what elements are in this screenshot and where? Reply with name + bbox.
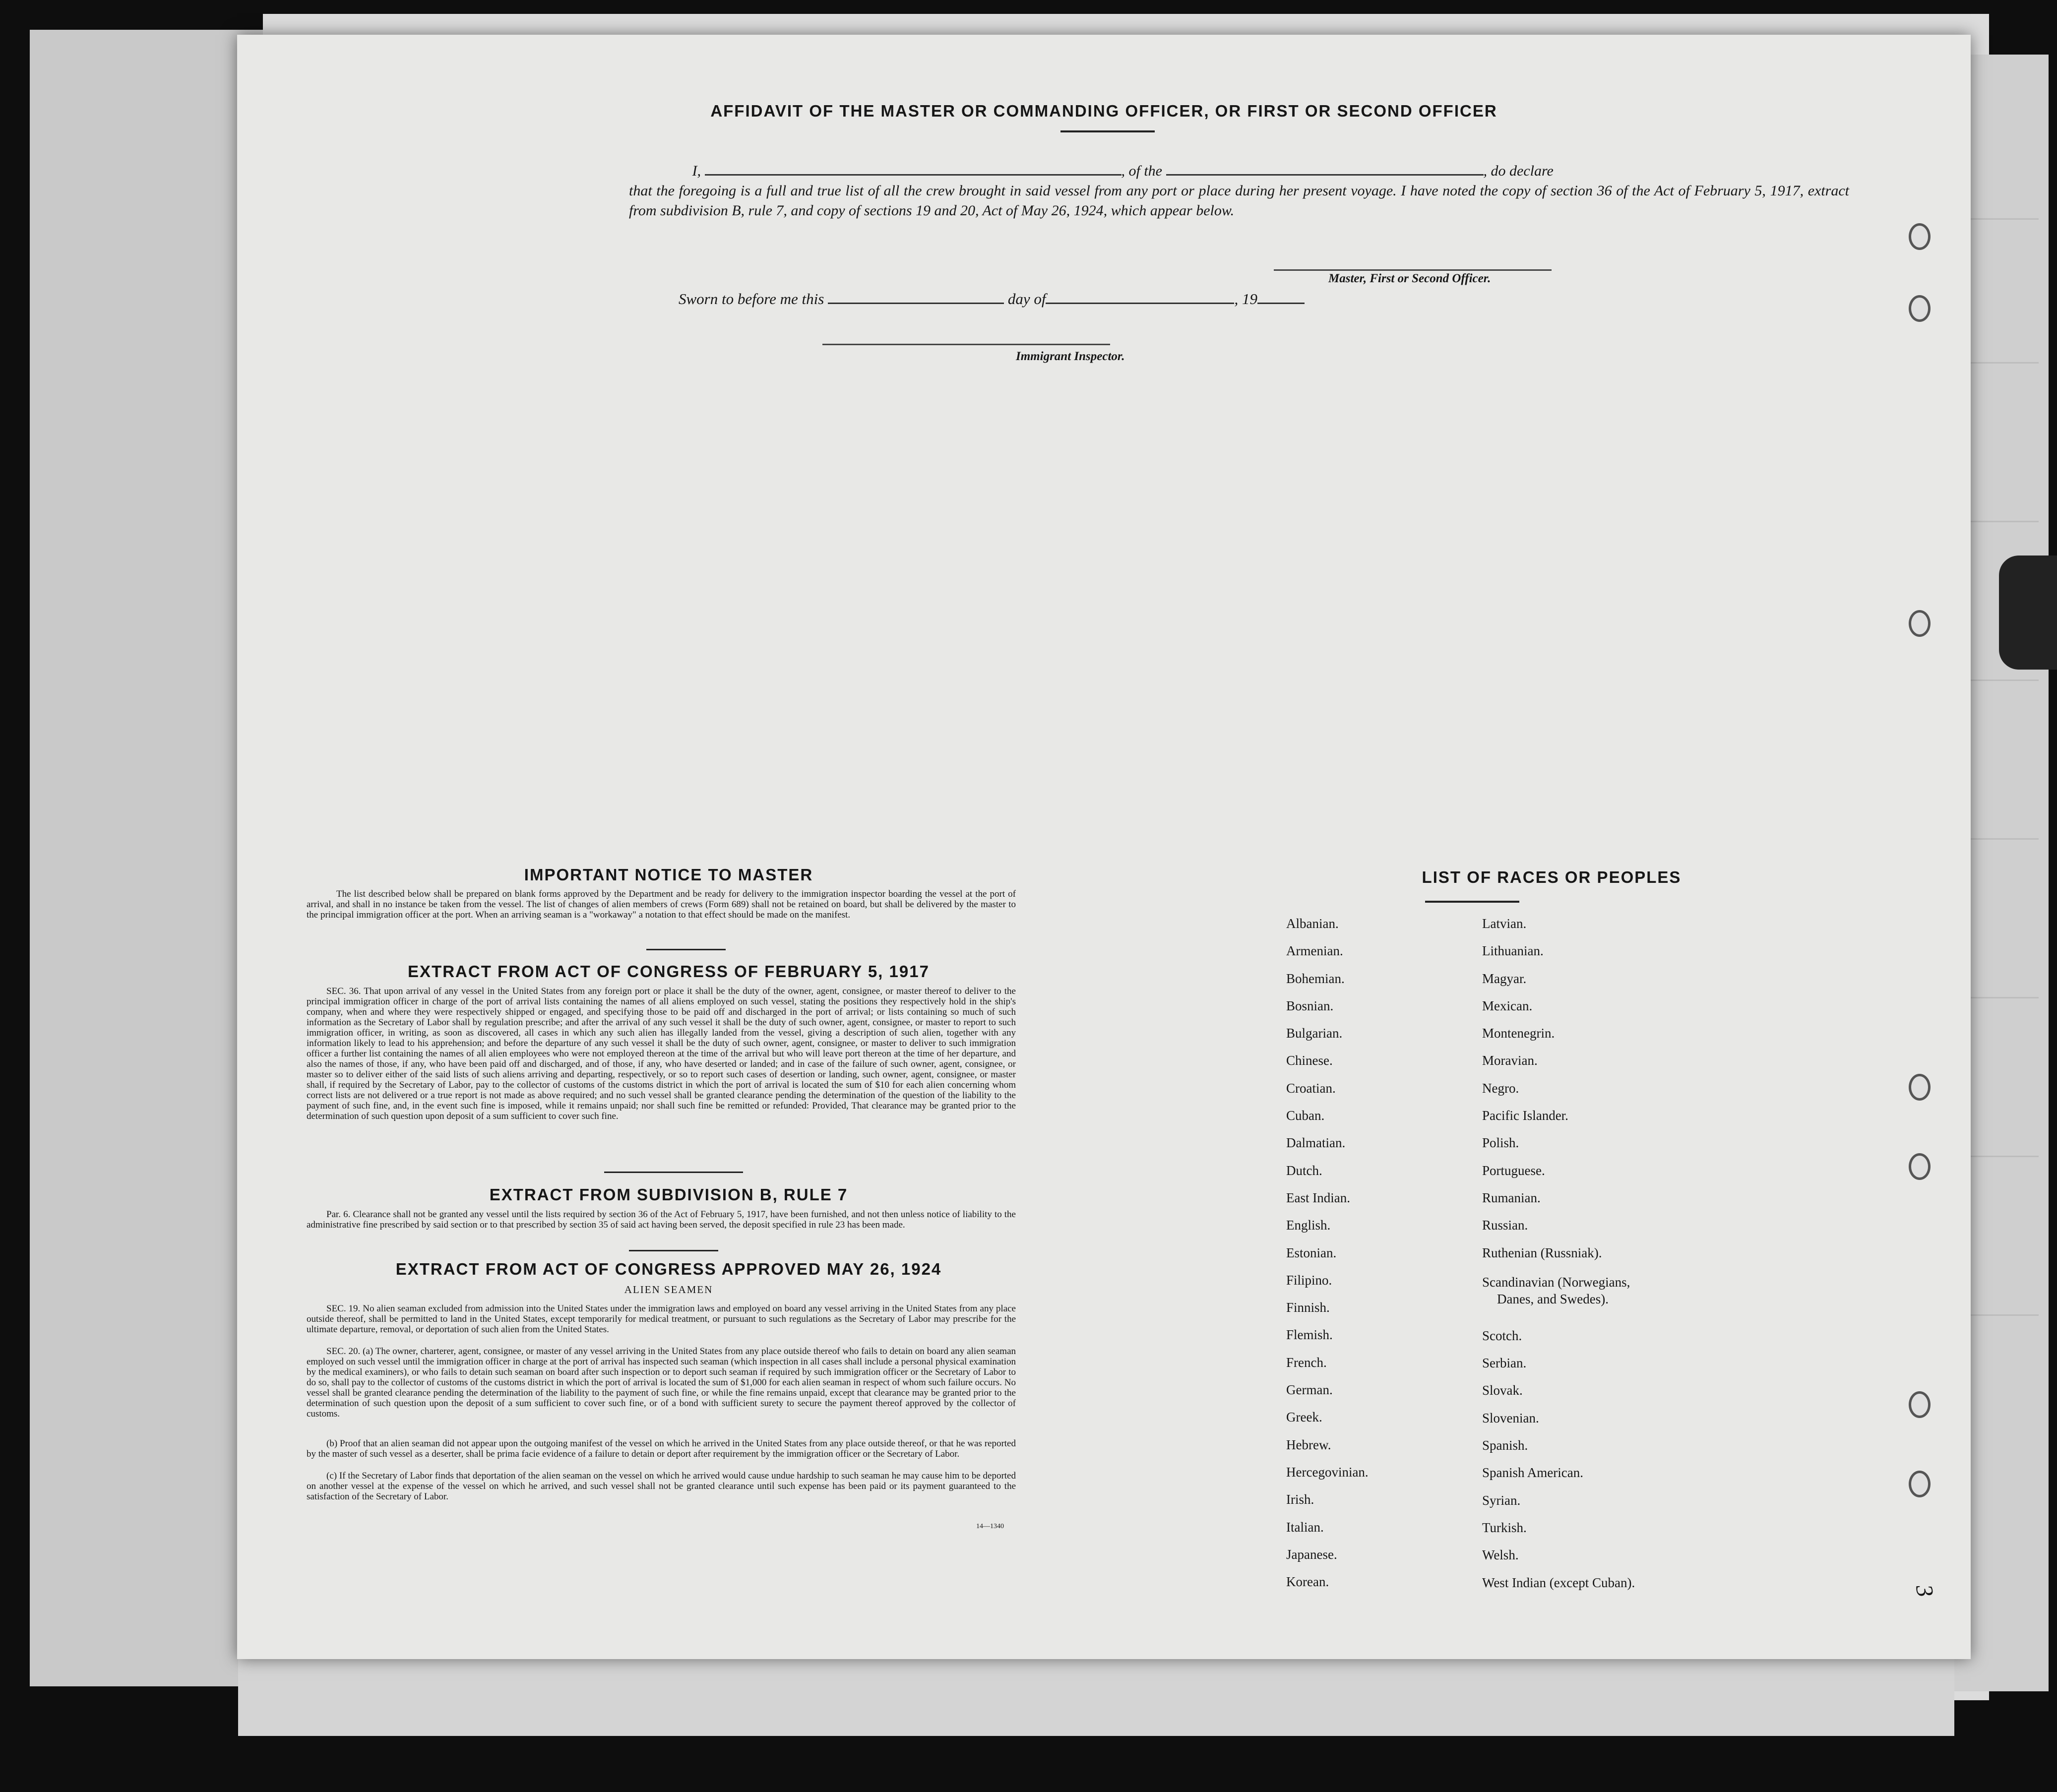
extract-1924-title: EXTRACT FROM ACT OF CONGRESS APPROVED MAY 26, 1924 [395,1260,942,1278]
race-item: Bosnian. [1286,998,1334,1013]
document-page [237,35,1971,1659]
extract-1924-sec20c: (c) If the Secretary of Labor finds that deportation of the alien seaman on the vessel on which he arrived would cause undue hardship to such seaman he may cause him to be deported on another vessel at the expense of the vessel on which he arrived, and such vessel shall not be granted clearance until such expense has been paid or its payment guaranteed to the satisfaction of the Secretary of Labor. [307,1471,1016,1502]
punch-hole [1909,610,1931,637]
margin-handwritten-mark: 3 [1910,1583,1939,1599]
race-item: Filipino. [1286,1272,1332,1288]
form-number: 14—1340 [976,1523,1004,1530]
race-item: Negro. [1482,1080,1519,1096]
race-item: Cuban. [1286,1108,1325,1123]
seal-mark [1999,556,2057,670]
race-item: Hercegovinian. [1286,1464,1369,1480]
extract-rule7-rule [629,1250,718,1251]
inspector-signature-line[interactable] [822,344,1110,345]
sworn-year: , 19 [1234,290,1257,308]
race-item: Pacific Islander. [1482,1108,1568,1123]
race-item: Danes, and Swedes). [1497,1291,1609,1306]
race-item: Chinese. [1286,1053,1333,1068]
race-item: Finnish. [1286,1300,1330,1315]
race-item: Greek. [1286,1410,1322,1425]
race-item: Welsh. [1482,1547,1519,1563]
race-item: Scandinavian (Norwegians, [1482,1274,1630,1290]
title-rule [1060,130,1155,132]
race-item: Syrian. [1482,1492,1521,1508]
race-item: Bulgarian. [1286,1026,1343,1041]
race-item: Hebrew. [1286,1437,1331,1452]
affidavit-line1-start: I, [692,163,701,179]
extract-1917-body: SEC. 36. That upon arrival of any vessel in the United States from any foreign port or place it shall be the duty of the owner, agent, consignee, or master thereof to deliver to the principal immigration officer in charge of the port of arrival lists containing the names of all aliens employed on such vessel, stating the positions they respectively hold in the ship's company, when and where they were respectively shipped or engaged, and specifying those to be paid off and discharged in the port of arrival; or lists containing so much of such information as the Secretary of Labor shall by regulation prescribe; and after the arrival of any such vessel it shall be the duty of such owner, agent, consignee, or master to report to such immigration officer, in writing, as soon as discovered, all cases in which any such alien has illegally landed from the vessel, giving a description of such alien, together with any information likely to lead to his apprehension; and before the departure of any such vessel it shall be the duty of such owner, agent, consignee, or master to deliver to such immigration officer a further list containing the names of all alien employees who were not employed thereon at the time of the arrival but who will leave port thereon at the time of her departure, and also the names of those, if any, who have been paid off and discharged, and of those, if any, who have deserted or landed; and in case of the failure of such owner, agent, consignee, or master so to deliver either of the said lists of such aliens arriving and departing, respectively, or so to report such cases of desertion or landing, such owner, agent, consignee, or master shall, if required by the Secretary of Labor, pay to the collector of customs of the customs district in which the port of arrival is located the sum of $10 for each alien concerning whom correct lists are not delivered or a true report is not made as above required; and no such vessel shall be granted clearance pending the determination of the question of the liability to the payment of such fine, and, in the event such fine is imposed, while it remains unpaid; nor shall such fine be remitted or refunded: Provided, That clearance may be granted prior to the determination of such question upon deposit of a sum sufficient to cover such fine. [307,986,1016,1121]
race-item: Spanish American. [1482,1465,1583,1481]
race-item: Polish. [1482,1135,1519,1151]
race-item: French. [1286,1355,1327,1370]
race-item: Magyar. [1482,971,1527,986]
extract-1924-sec19: SEC. 19. No alien seaman excluded from admission into the United States under the immigration laws and employed on board any vessel arriving in the United States from any place outside thereof, shall be permitted to land in the United States, except temporarily for medical treatment, or pursuant to such regulations as the Secretary of Labor may prescribe for the ultimate departure, removal, or deportation of such alien from the United States. [307,1303,1016,1335]
extract-1917-rule [604,1172,743,1173]
race-item: Portuguese. [1482,1163,1545,1178]
affidavit-body: that the foregoing is a full and true list of all the crew brought in said vessel from any port or place during her present voyage. I have noted the copy of section 36 of the Act of February 5, 1917, extract from subdivision B, rule 7, and copy of sections 19 and 20, Act of May 26, 1924, which appear below. [629,183,1849,219]
race-item: Montenegrin. [1482,1026,1555,1041]
punch-hole [1909,223,1931,250]
races-title: LIST OF RACES OR PEOPLES [1422,868,1682,886]
race-item: Dutch. [1286,1163,1322,1178]
race-item: Japanese. [1286,1546,1337,1562]
extract-rule7-body: Par. 6. Clearance shall not be granted any vessel until the lists required by section 36 of the Act of February 5, 1917, have been furnished, and not then unless notice of liability to the administrative fine prescribed by said section or to that prescribed by section 35 of said act having been served, the deposit specified in rule 23 has been made. [307,1209,1016,1230]
race-item: Mexican. [1482,998,1533,1013]
sworn-date-blank-field[interactable] [828,303,1004,304]
vessel-blank-field[interactable] [1166,174,1484,176]
race-item: Albanian. [1286,916,1339,931]
extract-rule7-title: EXTRACT FROM SUBDIVISION B, RULE 7 [489,1185,848,1204]
race-item: Flemish. [1286,1327,1333,1343]
race-item: Moravian. [1482,1053,1538,1068]
race-item: Turkish. [1482,1520,1527,1535]
race-item: Dalmatian. [1286,1135,1346,1151]
extract-1924-sec20a: SEC. 20. (a) The owner, charterer, agent, consignee, or master of any vessel arriving in the United States from any place outside thereof who fails to detain on board any alien seaman employed on such vessel until the immigration officer in charge at the port of arrival has inspected such seaman (which inspection in all cases shall include a personal physical examination by the medical examiners), or who fails to detain such seaman on board after such inspection or to deport such seaman if required by such immigration officer or the Secretary of Labor to do so, shall pay to the collector of customs of the customs district in which the port of arrival is located the sum of $1,000 for each alien seaman in respect of whom such failure occurs. No vessel shall be granted clearance pending the determination of the liability to the payment of such fine, or while the fine remains unpaid, except that clearance may be granted prior to the determination of such question upon the deposit of a sum sufficient to cover such fine, or of a bond with sufficient surety to secure the payment thereof approved by the collector of customs. [307,1346,1016,1419]
affidavit-line1-mid: , of the [1121,163,1162,179]
race-item: East Indian. [1286,1190,1350,1205]
affidavit-title: AFFIDAVIT OF THE MASTER OR COMMANDING OFFICER, OR FIRST OR SECOND OFFICER [710,102,1497,120]
race-item: Irish. [1286,1492,1314,1507]
extract-1924-sec20b: (b) Proof that an alien seaman did not appear upon the outgoing manifest of the vessel on which he arrived in the United States from any place outside thereof, or that he was reported by the master of such vessel as a deserter, shall be prima facie evidence of a failure to detain or deport after requirement by the immigration officer or the Secretary of Labor. [307,1438,1016,1459]
inspector-caption: Immigrant Inspector. [1016,350,1125,363]
race-item: Croatian. [1286,1080,1336,1096]
punch-hole [1909,295,1931,322]
race-item: Slovak. [1482,1383,1523,1398]
sworn-month-blank-field[interactable] [1046,303,1234,304]
affidavit-declaration [629,161,1849,221]
punch-hole [1909,1074,1931,1101]
notice-body: The list described below shall be prepared on blank forms approved by the Department and be ready for delivery to the immigration inspector boarding the vessel at the port of arrival, and shall in no instance be taken from the vessel. The list of changes of alien members of crews (Form 689) shall not be retained on board, but shall be delivered by the master to the principal immigration officer at the port. When an arriving seaman is a "workaway" a notation to that effect should be made on the manifest. [307,889,1016,920]
signature-line[interactable] [1274,269,1552,271]
background-sheet-bottom [238,1652,1954,1736]
race-item: Rumanian. [1482,1190,1541,1205]
signature-caption: Master, First or Second Officer. [1328,272,1491,285]
race-item: Serbian. [1482,1356,1527,1371]
sworn-day: day of [1007,290,1046,308]
races-rule [1425,901,1519,903]
name-blank-field[interactable] [705,174,1122,176]
race-item: Russian. [1482,1218,1528,1233]
race-item: Italian. [1286,1519,1324,1535]
notice-rule [646,949,726,950]
punch-hole [1909,1471,1931,1497]
extract-1917-title: EXTRACT FROM ACT OF CONGRESS OF FEBRUARY 5, 1917 [408,962,930,981]
race-item: Ruthenian (Russniak). [1482,1245,1602,1260]
race-item: Spanish. [1482,1438,1528,1453]
notice-title: IMPORTANT NOTICE TO MASTER [524,865,813,884]
sworn-year-blank-field[interactable] [1257,303,1305,304]
race-item: Latvian. [1482,916,1527,931]
affidavit-line1-end: , do declare [1483,163,1554,179]
race-item: Slovenian. [1482,1410,1539,1425]
race-item: Armenian. [1286,943,1343,959]
sworn-start: Sworn to before me this [679,290,824,308]
punch-hole [1909,1391,1931,1418]
race-item: Estonian. [1286,1245,1337,1260]
races-right-column [1482,910,1635,1597]
races-left-column [1286,910,1369,1596]
race-item: West Indian (except Cuban). [1482,1575,1635,1590]
race-item: German. [1286,1382,1333,1398]
race-item: Scotch. [1482,1328,1522,1343]
race-item: Lithuanian. [1482,943,1544,959]
extract-1924-subtitle: ALIEN SEAMEN [624,1284,713,1296]
race-item: Bohemian. [1286,971,1345,986]
race-item: English. [1286,1218,1331,1233]
punch-hole [1909,1153,1931,1180]
sworn-line [679,290,1305,308]
race-item: Korean. [1286,1574,1329,1590]
